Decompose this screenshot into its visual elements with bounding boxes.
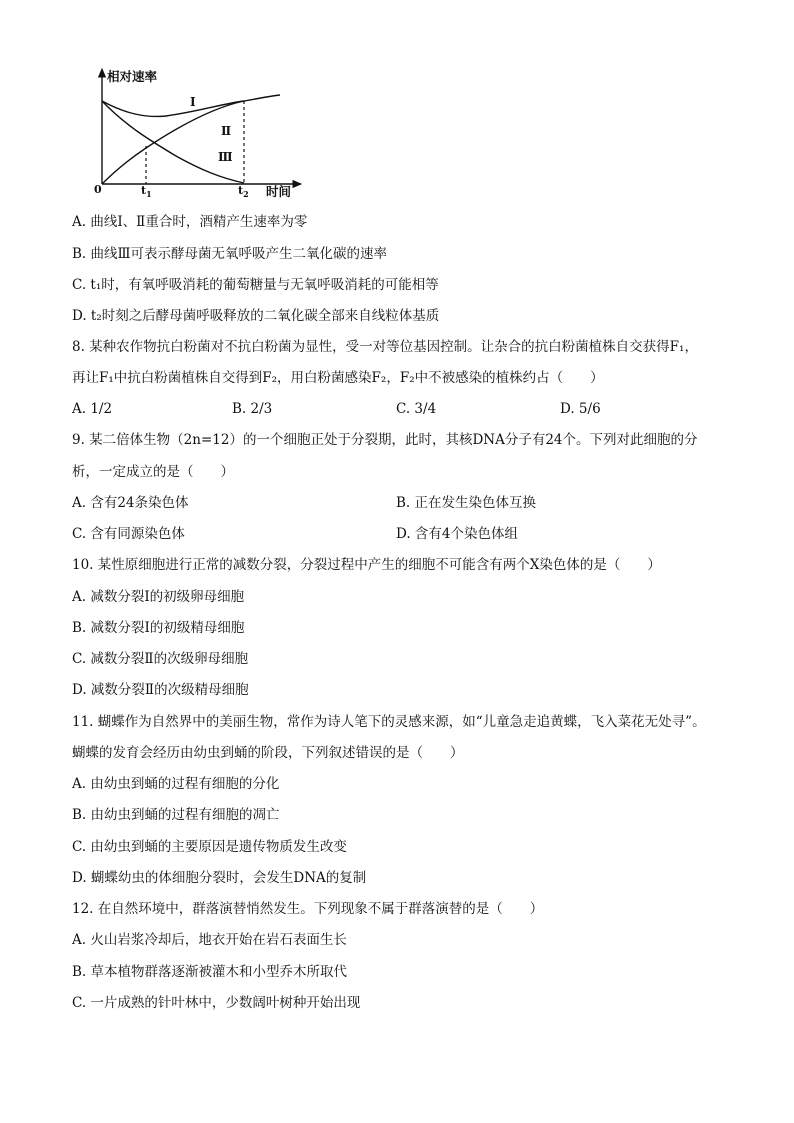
curve-2 bbox=[102, 101, 244, 184]
q7-option-a[interactable]: A. 曲线Ⅰ、Ⅱ重合时，酒精产生速率为零 bbox=[72, 214, 308, 230]
q8-stem-line1: 8. 某种农作物抗白粉菌对不抗白粉菌为显性，受一对等位基因控制。让杂合的抗白粉菌植株自交获得F₁， bbox=[72, 339, 698, 355]
q9-options-row2 bbox=[72, 524, 734, 544]
q9-stem-line2: 析，一定成立的是（ ） bbox=[72, 464, 234, 480]
rate-time-chart bbox=[86, 66, 306, 202]
q11-option-a[interactable]: A. 由幼虫到蛹的过程有细胞的分化 bbox=[72, 776, 280, 792]
q8-option-a[interactable]: A. 1/2 bbox=[72, 401, 113, 417]
q9-stem-line1: 9. 某二倍体生物（2n=12）的一个细胞正处于分裂期，此时，其核DNA分子有24个。下列对此细胞的分 bbox=[72, 432, 698, 448]
curve-2-label: Ⅱ bbox=[221, 124, 232, 138]
x-axis-label: 时间 bbox=[266, 184, 292, 199]
q9-option-a[interactable]: A. 含有24条染色体 bbox=[72, 495, 189, 511]
q11-stem-line2: 蝴蝶的发育会经历由幼虫到蛹的阶段，下列叙述错误的是（ ） bbox=[72, 745, 464, 761]
q10-option-c[interactable]: C. 减数分裂Ⅱ的次级卵母细胞 bbox=[72, 651, 249, 667]
q12-option-b[interactable]: B. 草本植物群落逐渐被灌木和小型乔木所取代 bbox=[72, 964, 348, 980]
q8-option-b[interactable]: B. 2/3 bbox=[232, 401, 273, 417]
q11-option-c[interactable]: C. 由幼虫到蛹的主要原因是遗传物质发生改变 bbox=[72, 839, 347, 855]
t1-tick-label: $t_1$ bbox=[141, 184, 152, 199]
q7-option-b[interactable]: B. 曲线Ⅲ可表示酵母菌无氧呼吸产生二氧化碳的速率 bbox=[72, 246, 388, 262]
q10-option-d[interactable]: D. 减数分裂Ⅱ的次级精母细胞 bbox=[72, 682, 249, 698]
t2-tick-label: $t_2$ bbox=[238, 184, 249, 199]
curve-3 bbox=[102, 101, 244, 183]
q12-stem: 12. 在自然环境中，群落演替悄然发生。下列现象不属于群落演替的是（ ） bbox=[72, 901, 544, 917]
q12-option-a[interactable]: A. 火山岩浆冷却后，地衣开始在岩石表面生长 bbox=[72, 932, 347, 948]
q8-option-d[interactable]: D. 5/6 bbox=[560, 401, 601, 417]
curve-3-label: Ⅲ bbox=[218, 150, 233, 164]
q9-options-row1 bbox=[72, 493, 734, 513]
q8-options bbox=[72, 399, 734, 419]
q9-option-c[interactable]: C. 含有同源染色体 bbox=[72, 526, 185, 542]
q11-option-d[interactable]: D. 蝴蝶幼虫的体细胞分裂时，会发生DNA的复制 bbox=[72, 870, 367, 886]
q10-option-b[interactable]: B. 减数分裂Ⅰ的初级精母细胞 bbox=[72, 620, 245, 636]
q9-option-b[interactable]: B. 正在发生染色体互换 bbox=[396, 495, 537, 511]
q11-option-b[interactable]: B. 由幼虫到蛹的过程有细胞的凋亡 bbox=[72, 807, 280, 823]
q12-option-c[interactable]: C. 一片成熟的针叶林中，少数阔叶树种开始出现 bbox=[72, 995, 361, 1011]
origin-label: 0 bbox=[94, 183, 102, 196]
curve-1-label: Ⅰ bbox=[190, 95, 196, 109]
q8-stem-line2: 再让F₁中抗白粉菌植株自交得到F₂，用白粉菌感染F₂，F₂中不被感染的植株约占（ ） bbox=[72, 370, 604, 386]
q7-option-d[interactable]: D. t₂时刻之后酵母菌呼吸释放的二氧化碳全部来自线粒体基质 bbox=[72, 308, 440, 324]
q7-option-c[interactable]: C. t₁时，有氧呼吸消耗的葡萄糖量与无氧呼吸消耗的可能相等 bbox=[72, 277, 439, 293]
q9-option-d[interactable]: D. 含有4个染色体组 bbox=[396, 526, 519, 542]
q10-stem: 10. 某性原细胞进行正常的减数分裂，分裂过程中产生的细胞不可能含有两个X染色体的是（ ） bbox=[72, 557, 661, 573]
q10-option-a[interactable]: A. 减数分裂Ⅰ的初级卵母细胞 bbox=[72, 589, 245, 605]
y-axis-label: 相对速率 bbox=[107, 69, 158, 84]
q11-stem-line1: 11. 蝴蝶作为自然界中的美丽生物，常作为诗人笔下的灵感来源，如“儿童急走追黄蝶，飞入菜花无处寻”。 bbox=[72, 714, 706, 730]
q8-option-c[interactable]: C. 3/4 bbox=[396, 401, 437, 417]
